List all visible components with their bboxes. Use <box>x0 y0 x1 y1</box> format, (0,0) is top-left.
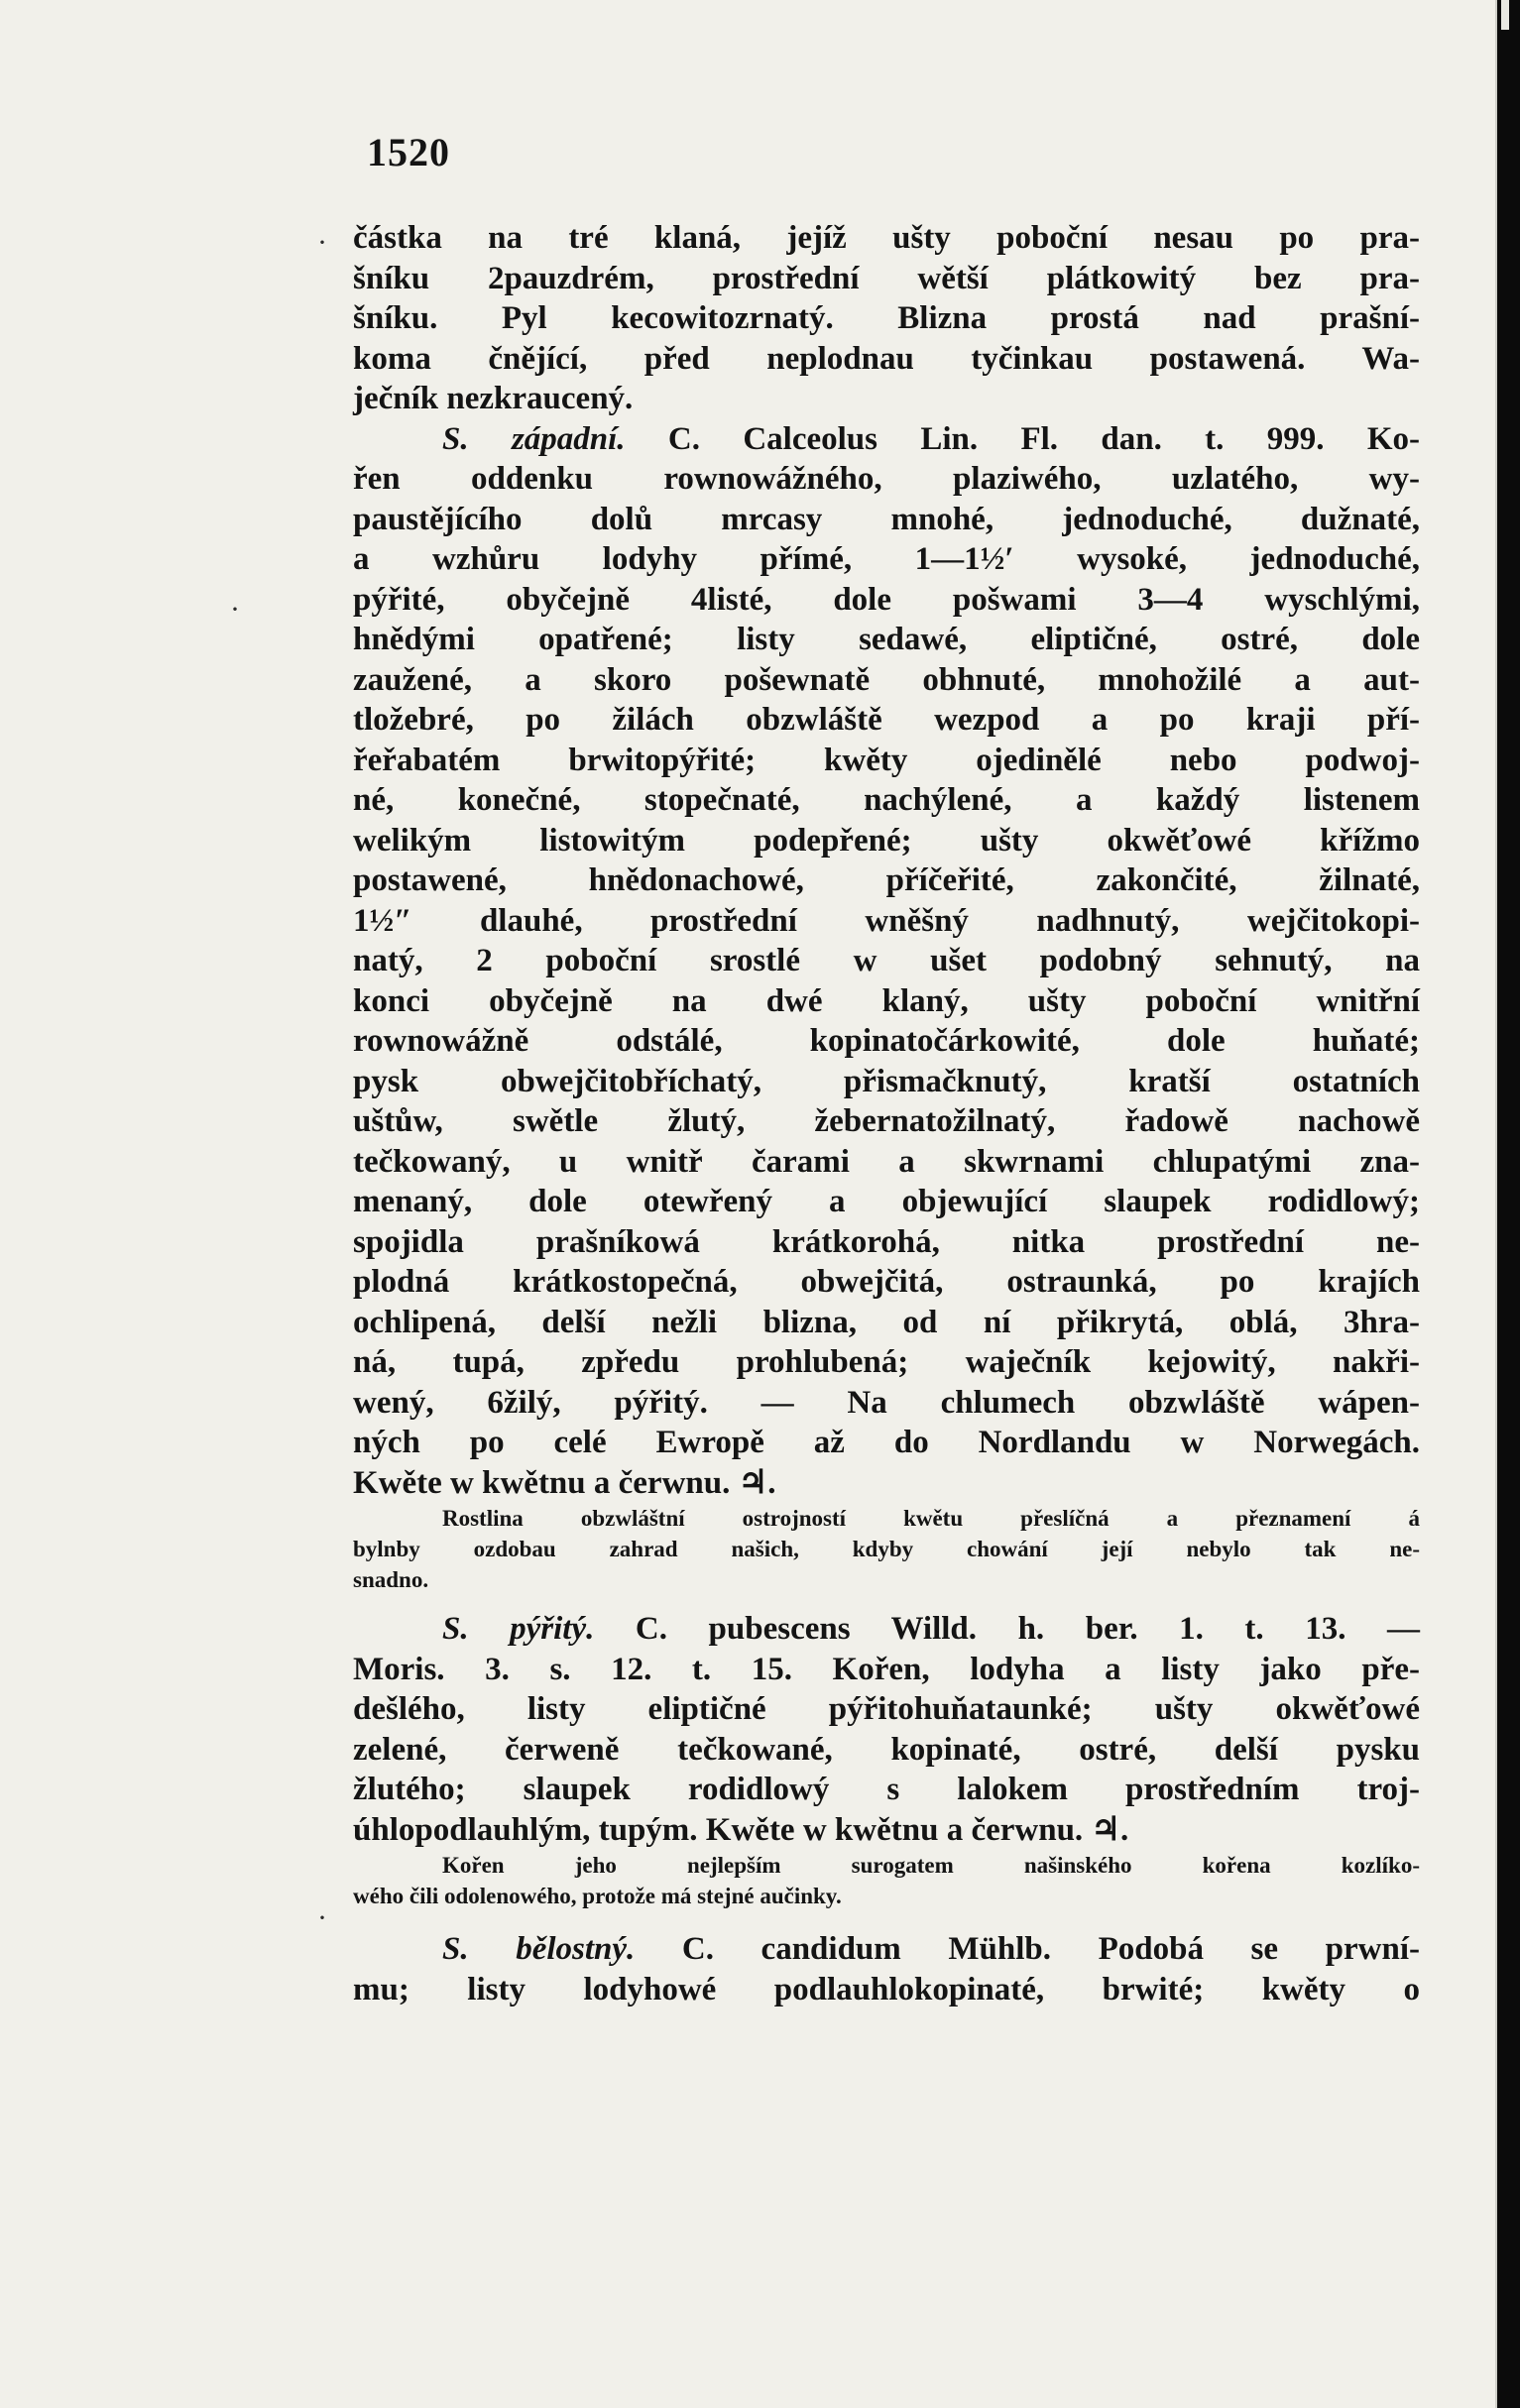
margin-mark: · <box>317 226 327 259</box>
text-line: zelené, čerweně tečkowané, kopinaté, ostré, delší pysku <box>353 1731 1420 1768</box>
text-line: uštůw, swětle žlutý, žebernatožilnatý, řadowě nachowě <box>353 1103 1420 1139</box>
text-line: žlutého; slaupek rodidlowý s lalokem prostředním troj- <box>353 1772 1420 1807</box>
text-line: koma čnějící, před neplodnau tyčinkau postawená. Wa- <box>353 340 1420 377</box>
text-line: Moris. 3. s. 12. t. 15. Kořen, lodyha a listy jako pře- <box>353 1651 1420 1687</box>
text-line: tložebré, po žilách obzwláště wezpod a po kraji pří- <box>353 702 1420 738</box>
species-description-start: C. candidum Mühlb. Podobá se prwní- <box>635 1931 1420 1967</box>
species-description-start: C. pubescens Willd. h. ber. 1. t. 13. — <box>594 1611 1420 1647</box>
text-line: ječník nezkraucený. <box>353 381 634 416</box>
page-number: 1520 <box>367 130 450 174</box>
footnote-line: wého čili odolenowého, protože má stejné aučinky. <box>353 1884 842 1908</box>
text-line: šníku. Pyl kecowitozrnatý. Blizna prostá nad prašní- <box>353 300 1420 336</box>
species-heading-line <box>353 1929 1420 1970</box>
text-line: ochlipená, delší nežli blizna, od ní přikrytá, oblá, 3hra- <box>353 1304 1420 1340</box>
text-line: tečkowaný, u wnitř čarami a skwrnami chlupatými zna- <box>353 1143 1420 1180</box>
species-heading-line <box>353 419 1420 460</box>
text-line: natý, 2 poboční srostlé w ušet podobný sehnutý, na <box>353 943 1420 978</box>
species-name: S. pýřitý. <box>442 1611 595 1647</box>
text-line: paustějícího dolů mrcasy mnohé, jednoduché, dužnaté, <box>353 501 1420 537</box>
species-heading-line <box>353 1609 1420 1650</box>
species-name: S. bělostný. <box>442 1931 636 1967</box>
text-line: menaný, dole otewřený a objewující slaupek rodidlowý; <box>353 1184 1420 1219</box>
footnote-line: bylnby ozdobau zahrad našich, kdyby chowání její nebylo tak ne- <box>353 1537 1420 1561</box>
footnote-line: Kořen jeho nejlepším surogatem našinského kořena kozlíko- <box>442 1853 1420 1878</box>
footnote-line: snadno. <box>353 1567 429 1592</box>
text-line: spojidla prašníkowá krátkorohá, nitka prostřední ne- <box>353 1223 1420 1260</box>
text-line: pysk obwejčitobříchatý, přismačknutý, kratší ostatních <box>353 1063 1420 1099</box>
text-line: né, konečné, stopečnaté, nachýlené, a každý listenem <box>353 782 1420 818</box>
text-line: plodná krátkostopečná, obwejčitá, ostraunká, po krajích <box>353 1264 1420 1300</box>
species-description-start: C. Calceolus Lin. Fl. dan. t. 999. Ko- <box>625 420 1420 457</box>
text-line: ná, tupá, zpředu prohlubená; waječník kejowitý, nakři- <box>353 1344 1420 1380</box>
text-line: 1½″ dlauhé, prostřední wněšný nadhnutý, wejčitokopi- <box>353 902 1420 939</box>
text-line: řen oddenku rownowážného, plaziwého, uzlatého, wy- <box>353 461 1420 497</box>
text-line: postawené, hnědonachowé, příčeřité, zakončité, žilnaté, <box>353 862 1420 898</box>
text-line: zaužené, a skoro pošewnatě obhnuté, mnohožilé a aut- <box>353 661 1420 698</box>
text-line: úhlopodlauhlým, tupým. Kwěte w kwětnu a čerwnu. ♃. <box>353 1811 1129 1848</box>
margin-mark: · <box>317 1901 327 1934</box>
body-text <box>353 218 1420 2009</box>
text-line: částka na tré klaná, jejíž ušty poboční nesau po pra- <box>353 220 1420 256</box>
species-name: S. západní. <box>442 420 626 457</box>
text-line: mu; listy lodyhowé podlauhlokopinaté, brwité; kwěty o <box>353 1971 1420 2007</box>
scan-border <box>1497 0 1520 2408</box>
text-line: rownowážně odstálé, kopinatočárkowité, dole huňaté; <box>353 1023 1420 1059</box>
text-line: šníku 2pauzdrém, prostřední wětší plátkowitý bez pra- <box>353 260 1420 296</box>
text-line: a wzhůru lodyhy přímé, 1—1½′ wysoké, jednoduché, <box>353 541 1420 577</box>
text-line: wený, 6žilý, pýřitý. — Na chlumech obzwláště wápen- <box>353 1384 1420 1421</box>
text-line: welikým listowitým podepřené; ušty okwěťowé křížmo <box>353 822 1420 859</box>
text-line: ných po celé Ewropě až do Nordlandu w Norwegách. <box>353 1425 1420 1460</box>
margin-mark: · <box>230 593 240 626</box>
scan-edge-mark <box>1501 0 1509 30</box>
text-line: dešlého, listy eliptičné pýřitohuňataunké; ušty okwěťowé <box>353 1691 1420 1727</box>
text-line: pýřité, obyčejně 4listé, dole pošwami 3—4 wyschlými, <box>353 581 1420 618</box>
footnote-line: Rostlina obzwláštní ostrojností kwětu přeslíčná a přeznamení á <box>442 1506 1420 1531</box>
text-line: řeřabatém brwitopýřité; kwěty ojedinělé nebo podwoj- <box>353 742 1420 778</box>
text-line: Kwěte w kwětnu a čerwnu. ♃. <box>353 1464 776 1501</box>
text-line: konci obyčejně na dwé klaný, ušty poboční wnitřní <box>353 982 1420 1019</box>
text-line: hnědými opatřené; listy sedawé, eliptičné, ostré, dole <box>353 622 1420 657</box>
